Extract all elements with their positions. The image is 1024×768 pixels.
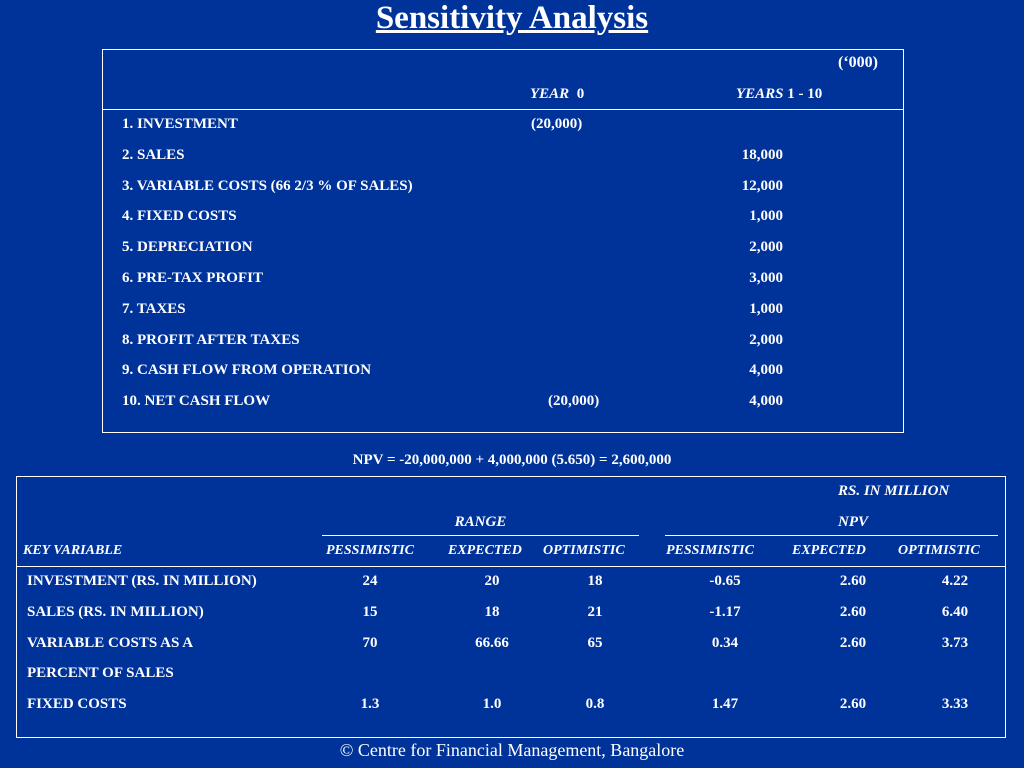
col-range-optimistic: OPTIMISTIC	[543, 543, 625, 558]
col-years-range: 1 - 10	[787, 86, 823, 102]
range-expected-value: 20	[484, 573, 500, 589]
key-variable-label: SALES (RS. IN MILLION)	[27, 603, 204, 620]
footer-copyright: © Centre for Financial Management, Bangalore	[339, 740, 685, 760]
range-expected-value: 66.66	[475, 634, 509, 651]
range-pessimistic-value: 1.3	[360, 696, 380, 713]
row-label: 8. PROFIT AFTER TAXES	[122, 331, 300, 348]
units-label-2: RS. IN MILLION	[838, 483, 950, 499]
npv-expected-value: 2.60	[839, 603, 867, 620]
table1-header-divider	[102, 109, 904, 110]
key-variable-label: FIXED COSTS	[27, 696, 127, 713]
npv-pessimistic-value: -0.65	[709, 573, 741, 589]
range-optimistic-value: 65	[587, 634, 603, 651]
npv-expected-value: 2.60	[839, 573, 867, 589]
col-range-expected: EXPECTED	[448, 543, 522, 558]
range-expected-value: 18	[484, 603, 500, 620]
col-year0-header	[530, 86, 584, 103]
npv-pessimistic-value: 1.47	[711, 696, 739, 713]
key-variable-label: INVESTMENT (RS. IN MILLION)	[27, 573, 257, 589]
npv-pessimistic-value: 0.34	[711, 634, 739, 651]
npv-formula: NPV = -20,000,000 + 4,000,000 (5.650) = 2,600,000	[352, 452, 672, 468]
page-title: Sensitivity Analysis	[375, 0, 649, 36]
row-label: 5. DEPRECIATION	[122, 239, 253, 256]
years-value: 1,000	[749, 300, 783, 317]
npv-pessimistic-value: -1.17	[709, 603, 741, 620]
row-label: 4. FIXED COSTS	[122, 208, 237, 225]
years-value: 1,000	[749, 208, 783, 225]
npv-underline	[665, 535, 998, 536]
row-label: 2. SALES	[122, 146, 185, 163]
years-value: 3,000	[749, 270, 783, 286]
years-value: 2,000	[749, 239, 783, 256]
key-variable-label: VARIABLE COSTS AS A	[27, 634, 194, 651]
range-pessimistic-value: 24	[362, 573, 378, 589]
years-value: 2,000	[749, 331, 783, 348]
row-label: 6. PRE-TAX PROFIT	[122, 270, 263, 286]
npv-optimistic-value: 6.40	[941, 603, 969, 620]
year0-value: (20,000)	[531, 116, 583, 132]
npv-expected-value: 2.60	[839, 634, 867, 651]
col-year0-num: 0	[576, 86, 585, 102]
range-optimistic-value: 0.8	[585, 696, 605, 713]
range-pessimistic-value: 70	[362, 634, 378, 651]
npv-header: NPV	[838, 514, 868, 530]
years-value: 4,000	[749, 393, 783, 410]
row-label: 7. TAXES	[122, 300, 186, 317]
row-label: 1. INVESTMENT	[122, 116, 238, 132]
col-range-pessimistic: PESSIMISTIC	[326, 543, 414, 558]
col-years-header	[736, 86, 822, 103]
npv-optimistic-value: 3.33	[941, 696, 969, 713]
range-expected-value: 1.0	[482, 696, 502, 713]
range-optimistic-value: 21	[587, 603, 603, 620]
range-header: RANGE	[454, 514, 507, 530]
npv-optimistic-value: 4.22	[941, 573, 969, 589]
years-value: 18,000	[741, 146, 783, 163]
range-pessimistic-value: 15	[362, 603, 378, 620]
year0-value: (20,000)	[548, 393, 600, 410]
col-npv-expected: EXPECTED	[792, 543, 866, 558]
row-label: 10. NET CASH FLOW	[122, 393, 271, 410]
row-label: 9. CASH FLOW FROM OPERATION	[122, 362, 372, 379]
units-label: (‘000)	[838, 54, 878, 71]
years-value: 12,000	[741, 177, 783, 194]
key-variable-label: PERCENT OF SALES	[27, 665, 174, 682]
years-value: 4,000	[749, 362, 783, 379]
range-underline	[322, 535, 639, 536]
npv-expected-value: 2.60	[839, 696, 867, 713]
npv-optimistic-value: 3.73	[941, 634, 969, 651]
col-years-label: YEARS	[736, 86, 784, 102]
col-npv-optimistic: OPTIMISTIC	[898, 543, 980, 558]
col-npv-pessimistic: PESSIMISTIC	[666, 543, 754, 558]
key-variable-header: KEY VARIABLE	[23, 543, 123, 558]
table2-header-divider	[16, 566, 1006, 567]
range-optimistic-value: 18	[587, 573, 603, 589]
col-year0-label: YEAR	[530, 86, 570, 102]
row-label: 3. VARIABLE COSTS (66 2/3 % OF SALES)	[122, 177, 413, 194]
